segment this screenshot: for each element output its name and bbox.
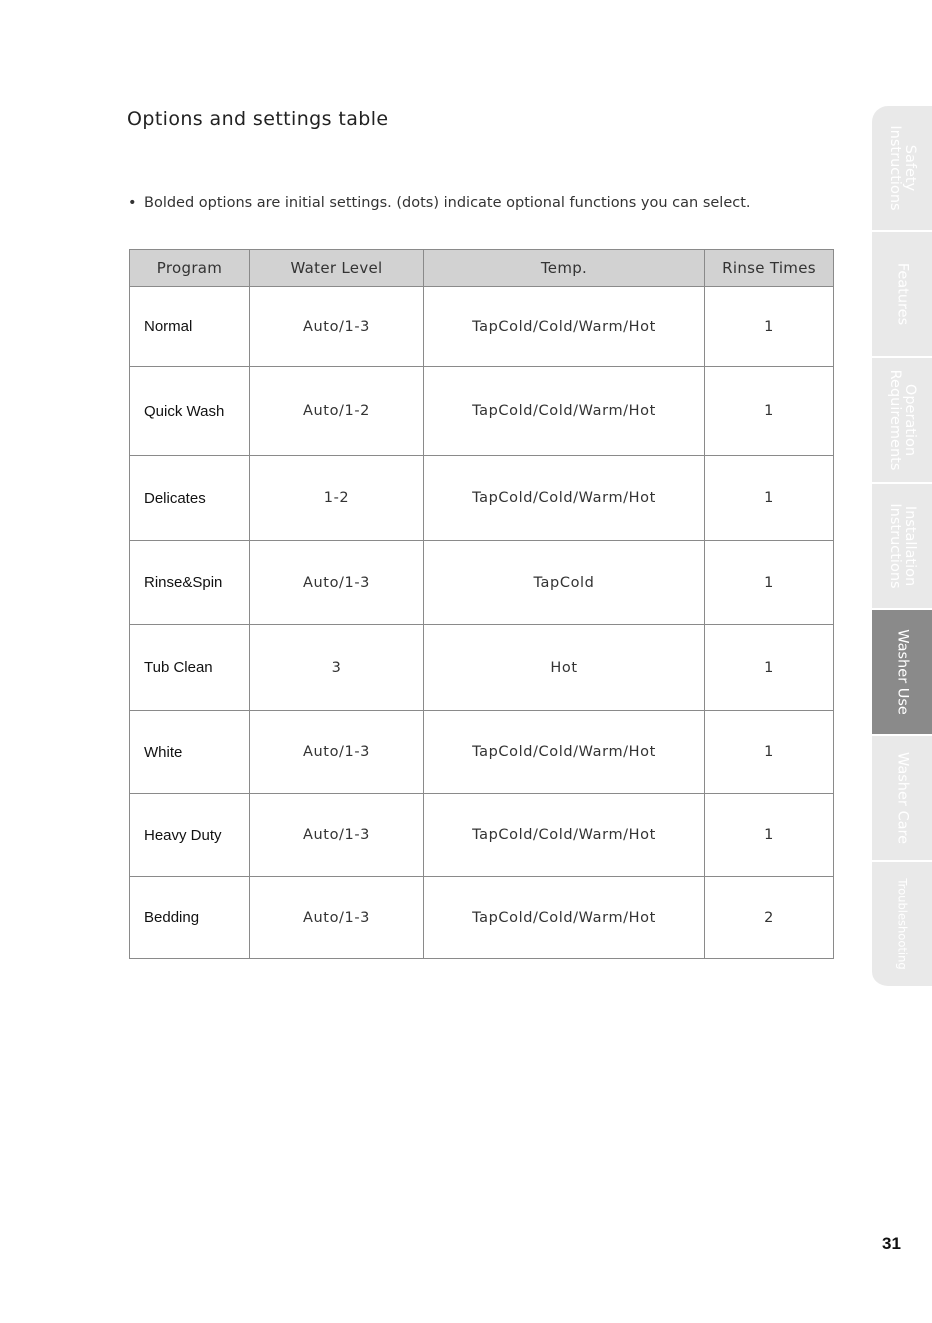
cell-rinse-times: 1	[705, 541, 834, 625]
cell-water-level: Auto/1-3	[250, 287, 424, 367]
tab-troubleshooting[interactable]	[872, 862, 932, 988]
table-row	[130, 287, 834, 367]
header-program: Program	[130, 250, 250, 287]
table-header-row	[130, 250, 834, 287]
cell-water-level: 3	[250, 625, 424, 711]
tab-safety-instructions[interactable]	[872, 106, 932, 232]
cell-program: Quick Wash	[130, 367, 250, 456]
cell-temp: TapCold/Cold/Warm/Hot	[424, 456, 705, 541]
header-water-level: Water Level	[250, 250, 424, 287]
tab-label: Operation Requirements	[887, 369, 918, 471]
cell-program: Heavy Duty	[130, 794, 250, 877]
cell-program: White	[130, 711, 250, 794]
cell-program: Rinse&Spin	[130, 541, 250, 625]
cell-rinse-times: 1	[705, 287, 834, 367]
bullet-glyph: •	[128, 195, 137, 211]
page-title: Options and settings table	[127, 108, 389, 130]
table-row	[130, 367, 834, 456]
table-row	[130, 794, 834, 877]
cell-temp: TapCold/Cold/Warm/Hot	[424, 287, 705, 367]
tab-label: Features	[894, 262, 911, 326]
tab-label: Troubleshooting	[895, 878, 910, 970]
cell-program: Normal	[130, 287, 250, 367]
cell-rinse-times: 1	[705, 794, 834, 877]
tab-features[interactable]	[872, 232, 932, 358]
cell-temp: TapCold/Cold/Warm/Hot	[424, 794, 705, 877]
tab-installation-instructions[interactable]	[872, 484, 932, 610]
cell-water-level: Auto/1-3	[250, 877, 424, 959]
cell-temp: TapCold	[424, 541, 705, 625]
cell-rinse-times: 1	[705, 456, 834, 541]
tab-operation-requirements[interactable]	[872, 358, 932, 484]
cell-rinse-times: 1	[705, 625, 834, 711]
header-temp: Temp.	[424, 250, 705, 287]
cell-water-level: 1-2	[250, 456, 424, 541]
table-row	[130, 625, 834, 711]
header-rinse-times: Rinse Times	[705, 250, 834, 287]
table-row	[130, 456, 834, 541]
settings-note-text: Bolded options are initial settings. (dots) indicate optional functions you can select.	[144, 195, 751, 211]
cell-temp: TapCold/Cold/Warm/Hot	[424, 367, 705, 456]
tab-washer-use[interactable]	[872, 610, 932, 736]
tab-label: Installation Instructions	[887, 503, 918, 589]
section-tabs	[872, 106, 932, 988]
settings-note	[128, 195, 751, 211]
table-row	[130, 877, 834, 959]
tab-label: Safety Instructions	[887, 125, 918, 211]
table-row	[130, 541, 834, 625]
cell-temp: TapCold/Cold/Warm/Hot	[424, 711, 705, 794]
cell-rinse-times: 2	[705, 877, 834, 959]
cell-rinse-times: 1	[705, 711, 834, 794]
tab-label: Washer Use	[894, 629, 911, 715]
cell-water-level: Auto/1-3	[250, 794, 424, 877]
cell-temp: TapCold/Cold/Warm/Hot	[424, 877, 705, 959]
table-row	[130, 711, 834, 794]
tab-label: Washer Care	[894, 751, 911, 845]
tab-washer-care[interactable]	[872, 736, 932, 862]
cell-water-level: Auto/1-2	[250, 367, 424, 456]
cell-program: Tub Clean	[130, 625, 250, 711]
cell-program: Delicates	[130, 456, 250, 541]
page-number: 31	[882, 1234, 901, 1253]
cell-water-level: Auto/1-3	[250, 541, 424, 625]
cell-temp: Hot	[424, 625, 705, 711]
cell-program: Bedding	[130, 877, 250, 959]
cell-water-level: Auto/1-3	[250, 711, 424, 794]
options-settings-table	[129, 249, 834, 959]
cell-rinse-times: 1	[705, 367, 834, 456]
